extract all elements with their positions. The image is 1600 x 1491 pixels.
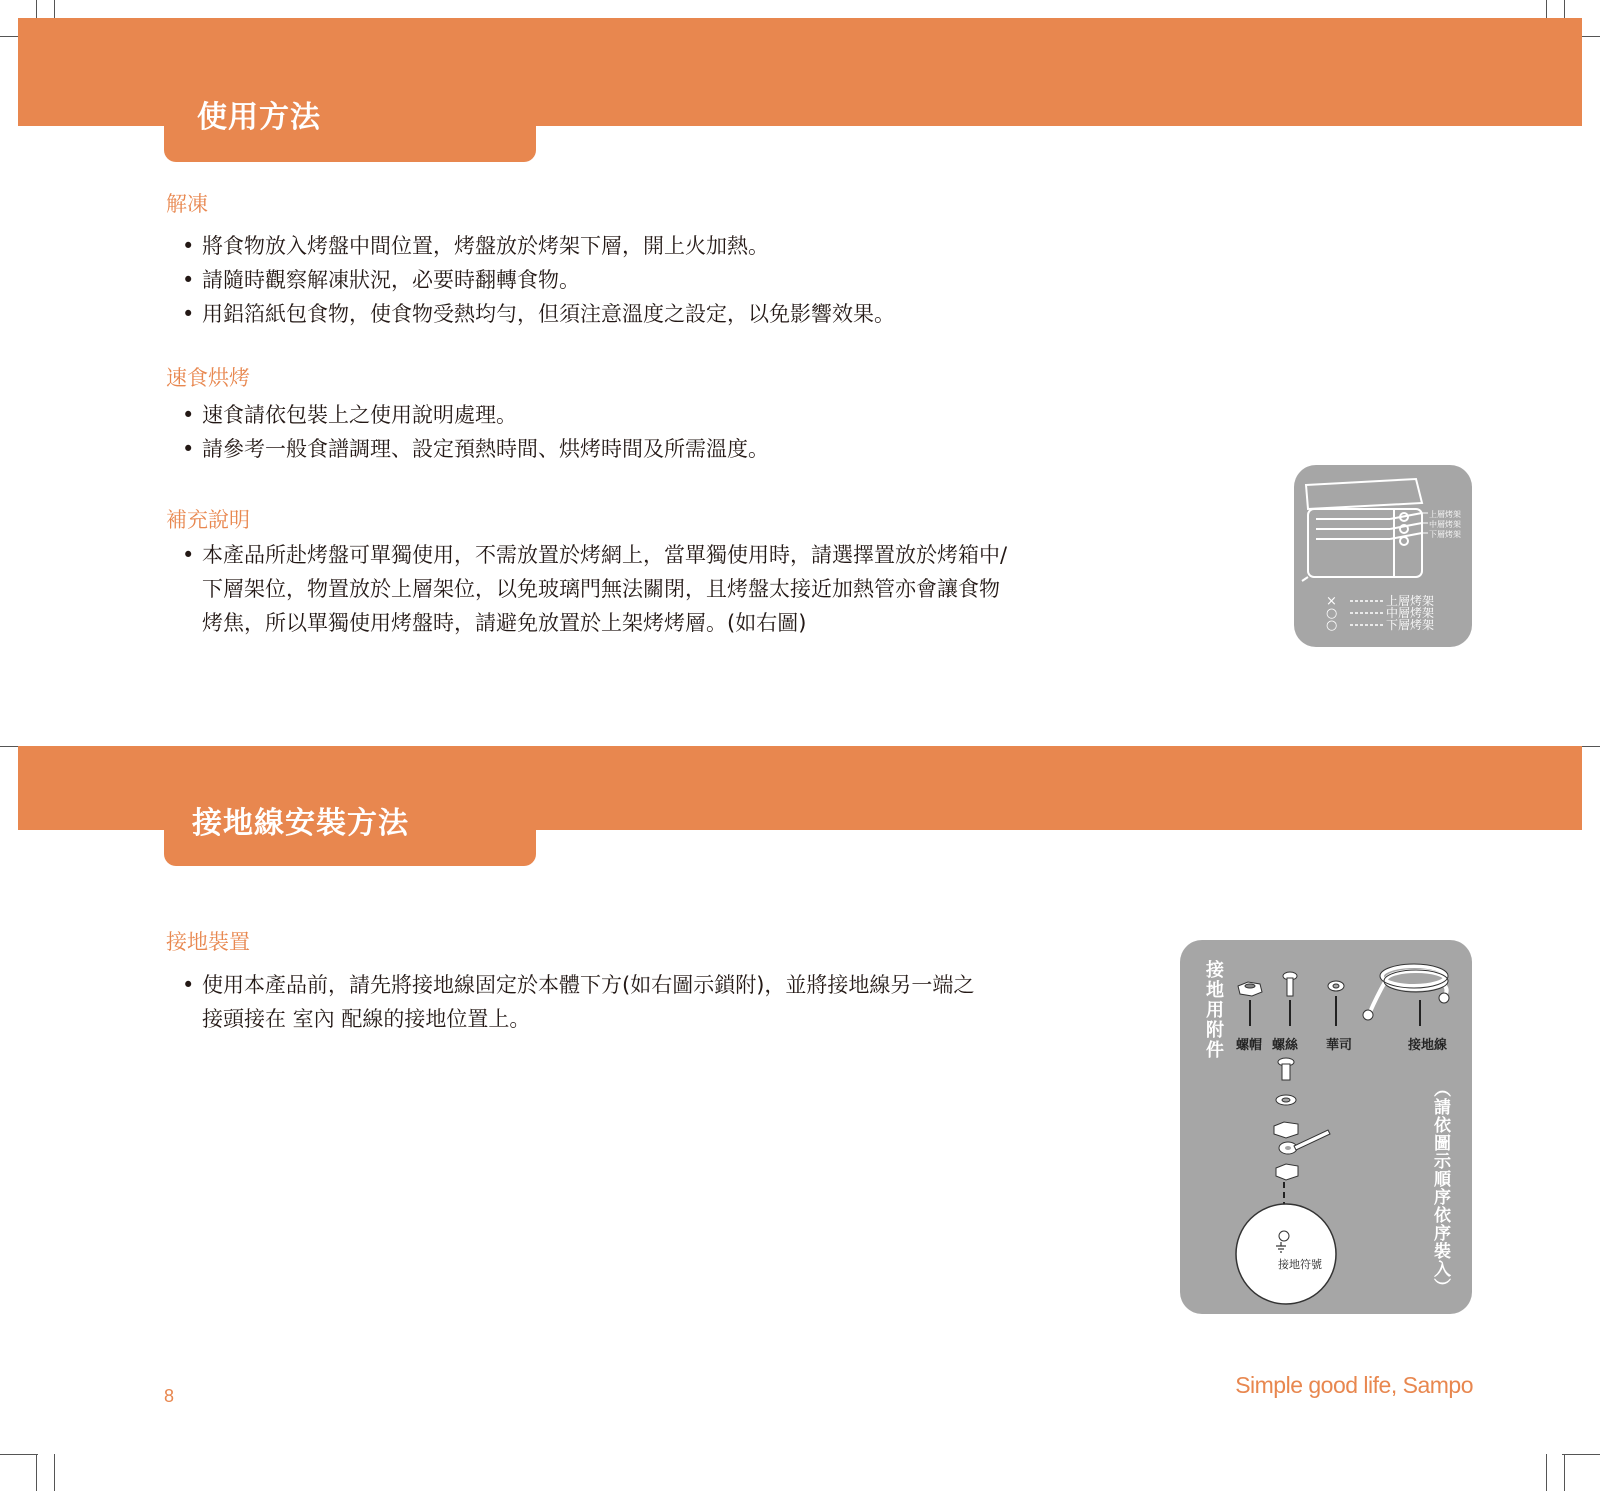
list-item: • 使用本產品前，請先將接地線固定於本體下方(如右圖示鎖附)，並將接地線另一端之 接頭接在 室內 配線的接地位置上。 [182,968,982,1036]
rack-label: 中層烤架 [1429,520,1461,529]
section-title: 接地線安裝方法 [192,806,409,841]
rack-label: 上層烤架 [1429,510,1461,519]
figure-order-note: （請依圖示順序依序裝入） [1430,1080,1450,1296]
grounding-list [182,968,982,1036]
crop-mark [54,1454,55,1491]
fastfood-list [182,398,1042,466]
page-number: 8 [164,1386,175,1406]
part-label: 接地線 [1408,1038,1448,1053]
brand-slogan: Simple good life, Sampo [1235,1372,1473,1398]
part-label: 螺帽 [1236,1038,1263,1053]
rack-label: 下層烤架 [1429,530,1461,539]
legend-mark: ○ [1326,618,1338,633]
subheading-thaw: 解凍 [166,192,208,216]
figure-side-title: 接地用附件 [1203,960,1224,1060]
legend-label: 中層烤架 [1386,606,1435,620]
legend-mark: × [1326,594,1337,609]
list-item: • 將食物放入烤盤中間位置，烤盤放於烤架下層，開上火加熱。 [182,229,1042,263]
subheading-fastfood: 速食烘烤 [166,366,250,390]
section-title: 使用方法 [197,100,321,135]
subheading-grounding: 接地裝置 [166,930,250,954]
oven-rack-figure [1294,465,1472,647]
subheading-supplement: 補充說明 [166,508,250,532]
supplement-list [182,538,1012,640]
legend-label: 上層烤架 [1386,594,1435,608]
legend-label: 下層烤架 [1386,618,1435,632]
thaw-list [182,229,1042,331]
crop-mark [1546,1454,1547,1491]
grounding-parts-icon [1180,940,1472,1314]
list-item: • 請隨時觀察解凍狀況，必要時翻轉食物。 [182,263,1042,297]
part-label: 螺絲 [1272,1038,1299,1053]
list-item: • 本產品所赴烤盤可單獨使用，不需放置於烤網上，當單獨使用時，請選擇置放於烤箱中/下層架位，物置放於上層架位，以免玻璃門無法關閉，且烤盤太接近加熱管亦會讓食物烤焦，所以單獨使用烤盤時，請避免放置於上架烤烤層。(如右圖) [182,538,1012,640]
list-item: • 請參考一般食譜調理、設定預熱時間、烘烤時間及所需溫度。 [182,432,1042,466]
oven-icon [1294,465,1472,647]
crop-mark [36,1454,37,1491]
part-label: 華司 [1326,1038,1353,1053]
crop-mark [1564,1454,1565,1491]
list-item: • 速食請依包裝上之使用說明處理。 [182,398,1042,432]
list-item: • 用鋁箔紙包食物，使食物受熱均勻，但須注意溫度之設定，以免影響效果。 [182,297,1042,331]
crop-mark [1562,1454,1600,1455]
crop-mark [0,1454,38,1455]
legend-mark: ○ [1326,606,1338,621]
ground-symbol-label: 接地符號 [1278,1258,1322,1271]
grounding-figure [1180,940,1472,1314]
